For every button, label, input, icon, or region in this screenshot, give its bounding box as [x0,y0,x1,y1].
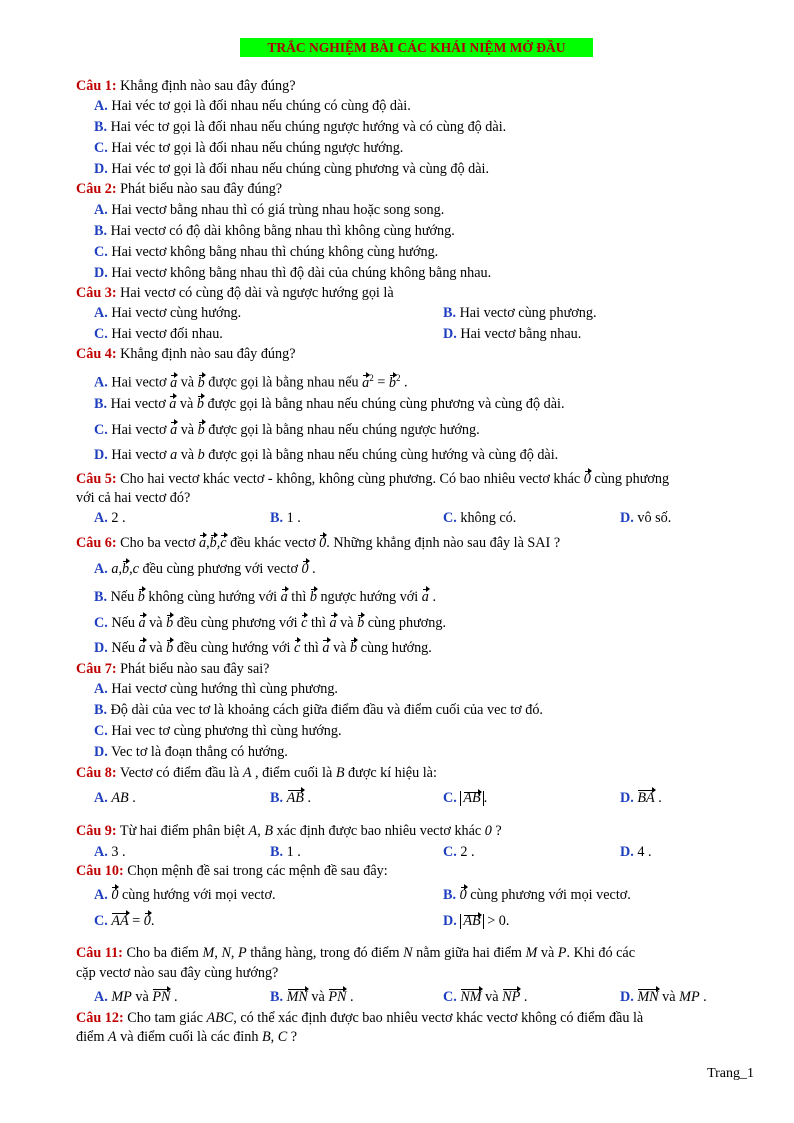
q5-option-d[interactable]: D. vô số. [620,510,672,526]
question-10: Câu 10: Chọn mệnh đề sai trong các mệnh đề sau đây: [76,863,388,879]
q2-option-a[interactable]: A. Hai vectơ bằng nhau thì có giá trùng nhau hoặc song song. [94,202,445,218]
q8-option-c[interactable]: C. AB . [443,790,488,806]
q7-option-b[interactable]: B. Độ dài của vec tơ là khoảng cách giữa điểm đầu và điểm cuối của vec tơ đó. [94,702,543,718]
question-5: Câu 5: Cho hai vectơ khác vectơ - không, không cùng phương. Có bao nhiêu vectơ khác 0 cùng phương [76,471,670,487]
question-12: Câu 12: Cho tam giác ABC, có thể xác định được bao nhiêu vectơ khác vectơ không có điểm đầu là [76,1010,644,1026]
q11-option-a[interactable]: A. MP và PN . [94,989,178,1005]
q8-option-b[interactable]: B. AB . [270,790,311,806]
q7-option-a[interactable]: A. Hai vectơ cùng hướng thì cùng phương. [94,681,338,697]
q8-option-a[interactable]: A. AB . [94,790,136,806]
question-4: Câu 4: Khẳng định nào sau đây đúng? [76,346,296,362]
q1-option-b[interactable]: B. Hai véc tơ gọi là đối nhau nếu chúng ngược hướng và có cùng độ dài. [94,119,507,135]
q9-option-a[interactable]: A. 3 . [94,844,126,860]
q2-option-c[interactable]: C. Hai vectơ không bằng nhau thì chúng không cùng hướng. [94,244,439,260]
q11-option-d[interactable]: D. MN và MP . [620,989,707,1005]
question-8: Câu 8: Vectơ có điểm đầu là A , điểm cuối là B được kí hiệu là: [76,765,437,781]
q3-option-b[interactable]: B. Hai vectơ cùng phương. [443,305,597,321]
q10-option-c[interactable]: C. AA = 0. [94,913,155,929]
question-9: Câu 9: Từ hai điểm phân biệt A, B xác định được bao nhiêu vectơ khác 0 ? [76,823,502,839]
q10-option-b[interactable]: B. 0 cùng phương với mọi vectơ. [443,887,631,903]
q5-option-c[interactable]: C. không có. [443,510,517,526]
q4-option-a[interactable]: A. Hai vectơ a và b được gọi là bằng nhau nếu $a^2 = b^2$ . [94,373,408,391]
q6-option-b[interactable]: B. Nếu b không cùng hướng với a thì b ngược hướng với a . [94,589,436,605]
question-12-line-2: điểm A và điểm cuối là các đỉnh B, C ? [76,1029,298,1045]
q1-option-c[interactable]: C. Hai véc tơ gọi là đối nhau nếu chúng ngược hướng. [94,140,404,156]
q1-option-a[interactable]: A. Hai véc tơ gọi là đối nhau nếu chúng có cùng độ dài. [94,98,411,114]
q6-option-d[interactable]: D. Nếu a và b đều cùng hướng với c thì a và b cùng hướng. [94,640,432,656]
question-2: Câu 2: Phát biểu nào sau đây đúng? [76,181,283,197]
q7-option-d[interactable]: D. Vec tơ là đoạn thẳng có hướng. [94,744,288,760]
question-1: Câu 1: Khẳng định nào sau đây đúng? [76,78,296,94]
question-6: Câu 6: Cho ba vectơ a,b,c đều khác vectơ 0. Những khẳng định nào sau đây là SAI ? [76,535,561,551]
page-title: TRẮC NGHIỆM BÀI CÁC KHÁI NIỆM MỞ ĐẦU [240,38,593,57]
q2-option-b[interactable]: B. Hai vectơ có độ dài không bằng nhau thì không cùng hướng. [94,223,455,239]
q6-option-c[interactable]: C. Nếu a và b đều cùng phương với c thì a và b cùng phương. [94,615,446,631]
q2-option-d[interactable]: D. Hai vectơ không bằng nhau thì độ dài của chúng không bằng nhau. [94,265,492,281]
q8-option-d[interactable]: D. BA . [620,790,662,806]
q11-option-b[interactable]: B. MN và PN . [270,989,354,1005]
q4-option-d[interactable]: D. Hai vectơ a và b được gọi là bằng nhau nếu chúng cùng hướng và cùng độ dài. [94,447,559,463]
q5-option-b[interactable]: B. 1 . [270,510,301,526]
q4-option-b[interactable]: B. Hai vectơ a và b được gọi là bằng nhau nếu chúng cùng phương và cùng độ dài. [94,396,565,412]
q3-option-a[interactable]: A. Hai vectơ cùng hướng. [94,305,242,321]
q6-option-a[interactable]: A. a,b,c đều cùng phương với vectơ 0 . [94,561,316,577]
question-3: Câu 3: Hai vectơ có cùng độ dài và ngược hướng gọi là [76,285,394,301]
question-11: Câu 11: Cho ba điểm M, N, P thẳng hàng, trong đó điểm N nằm giữa hai điểm M và P. Khi đó các [76,945,636,961]
q4-option-c[interactable]: C. Hai vectơ a và b được gọi là bằng nhau nếu chúng ngược hướng. [94,422,480,438]
question-11-line-2: cặp vectơ nào sau đây cùng hướng? [76,965,279,981]
q3-option-c[interactable]: C. Hai vectơ đối nhau. [94,326,223,342]
question-7: Câu 7: Phát biểu nào sau đây sai? [76,661,270,677]
q3-option-d[interactable]: D. Hai vectơ bằng nhau. [443,326,582,342]
page-number: Trang_1 [707,1066,754,1081]
q9-option-c[interactable]: C. 2 . [443,844,475,860]
q10-option-a[interactable]: A. 0 cùng hướng với mọi vectơ. [94,887,276,903]
q10-option-d[interactable]: D. AB > 0. [443,913,510,929]
q1-option-d[interactable]: D. Hai véc tơ gọi là đối nhau nếu chúng cùng phương và cùng độ dài. [94,161,490,177]
q5-option-a[interactable]: A. 2 . [94,510,126,526]
q9-option-b[interactable]: B. 1 . [270,844,301,860]
q11-option-c[interactable]: C. NM và NP . [443,989,528,1005]
question-5-line-2: với cả hai vectơ đó? [76,490,191,506]
q7-option-c[interactable]: C. Hai vec tơ cùng phương thì cùng hướng. [94,723,342,739]
q9-option-d[interactable]: D. 4 . [620,844,652,860]
